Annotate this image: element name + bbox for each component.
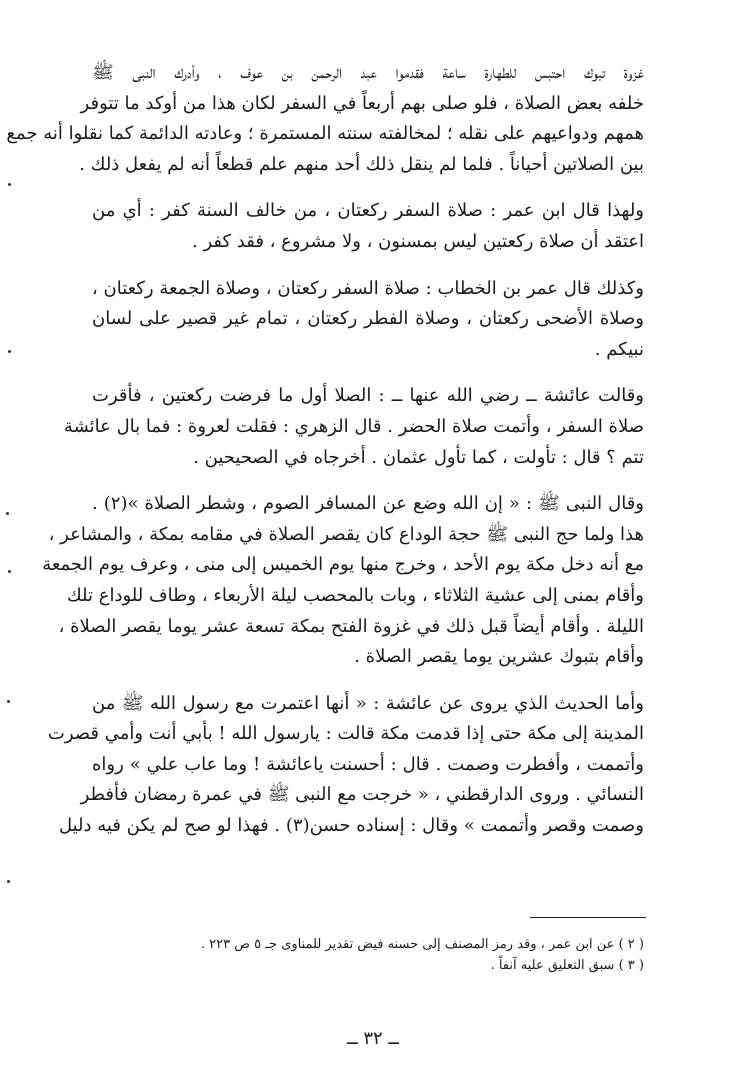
text-line: وأما الحديث الذي يروى عن عائشة : « أنها اعتمرت مع رسول الله ﷺ من [92, 692, 644, 714]
text-line: وصمت وقصر وأتممت » وقال : إسناده حسن(٣) . فهذا لو صح لم يكن فيه دليل [58, 815, 644, 837]
footnote: ( ٢ ) عن ابن عمر ، وقد رمز المصنف إلى حسنه فيض تقدير للمناوى جـ ٥ ص ٢٢٣ . [200, 937, 644, 952]
main-text [6, 58, 645, 858]
text-line: مع أنه دخل مكة يوم الأحد ، وخرج منها يوم الخميس إلى منى ، وعرف يوم الجمعة [42, 554, 644, 576]
text-line: المدينة إلى مكة حتى إذا قدمت مكة قالت : يارسول الله ! بأبي أنت وأمي قصرت [47, 723, 644, 745]
margin-mark [8, 350, 11, 353]
text-line: الليلة . وأقام أيضاً قبل ذلك في غزوة الفتح بمكة تسعة عشر يوما يقصر الصلاة ، [58, 615, 644, 637]
text-line: اعتقد أن صلاة ركعتين ليس بمسنون ، ولا مشروع ، فقد كفر . [192, 230, 644, 252]
text-line: صلاة السفر ، وأتمت صلاة الحضر . قال الزهري : فقلت لعروة : فما بال عائشة [63, 415, 644, 437]
text-line: غزوة تبوك احتبس للطهارة ساعة فقدموا عبد الرحمن بن عوف ، وأدرك النبى ﷺ [92, 62, 644, 83]
text-line: وقال النبى ﷺ : « إن الله وضع عن المسافر الصوم ، وشطر الصلاة »(٢) . [92, 493, 645, 515]
text-line: النسائي . وروى الدارقطني ، « خرجت مع النبى ﷺ في عمرة رمضان فأفطر [80, 784, 644, 806]
text-line: وأتممت ، وأفطرت وصمت . قال : أحسنت ياعائشة ! وما عاب علي » رواه [92, 753, 644, 775]
page-number: ــ ٣٢ ــ [347, 1028, 399, 1049]
text-line: وأقام بمنى إلى عشية الثلاثاء ، وبات بالمحصب ليلة الأربعاء ، وطاف للوداع تلك [66, 584, 644, 606]
text-line: وقالت عائشة ــ رضي الله عنها ــ : الصلا أول ما فرضت ركعتين ، فأقرت [92, 385, 644, 407]
text-line: خلفه بعض الصلاة ، فلو صلى بهم أربعاً في السفر لكان هذا من أوكد ما تتوفر [80, 92, 644, 114]
text-line: بين الصلاتين أحياناً . فلما لم ينقل ذلك أحد منهم علم قطعاً أنه لم يفعل ذلك . [79, 153, 644, 175]
paragraph [47, 689, 644, 842]
text-line: ولهذا قال ابن عمر : صلاة السفر ركعتان ، من خالف السنة كفر : أي من [92, 200, 644, 222]
text-line: وكذلك قال عمر بن الخطاب : صلاة السفر ركعتان ، وصلاة الجمعة ركعتان ، [92, 277, 644, 299]
footnotes [92, 934, 644, 976]
margin-mark [6, 512, 9, 515]
paragraph [92, 274, 644, 366]
text-line: تتم ؟ قال : تأولت ، كما تأول عثمان . أخرجاه في الصحيحين . [193, 446, 644, 468]
paragraph [92, 196, 644, 257]
text-line: هذا ولما حج النبى ﷺ حجة الوداع كان يقصر الصلاة في مقامه بمكة ، والمشاعر ، [48, 523, 644, 545]
text-line: وأقام بتبوك عشرين يوما يقصر الصلاة . [354, 646, 644, 668]
footnote: ( ٣ ) سبق التعليق عليه آنفاً . [490, 958, 644, 973]
paragraph [6, 58, 644, 180]
paragraph [42, 489, 645, 673]
text-line: نبيكم . [594, 338, 644, 360]
text-line: همهم ودواعيهم على نقله ؛ لمخالفته سنته المستمرة ؛ وعادته الدائمة كما نقلوا أنه جمع [6, 123, 644, 145]
footnote-separator [530, 917, 646, 918]
margin-mark [8, 183, 11, 186]
margin-mark [7, 700, 10, 703]
paragraph [63, 381, 644, 473]
text-line: وصلاة الأضحى ركعتان ، وصلاة الفطر ركعتان ، تمام غير قصير على لسان [92, 308, 644, 330]
margin-mark [8, 570, 11, 573]
margin-mark [7, 880, 10, 883]
